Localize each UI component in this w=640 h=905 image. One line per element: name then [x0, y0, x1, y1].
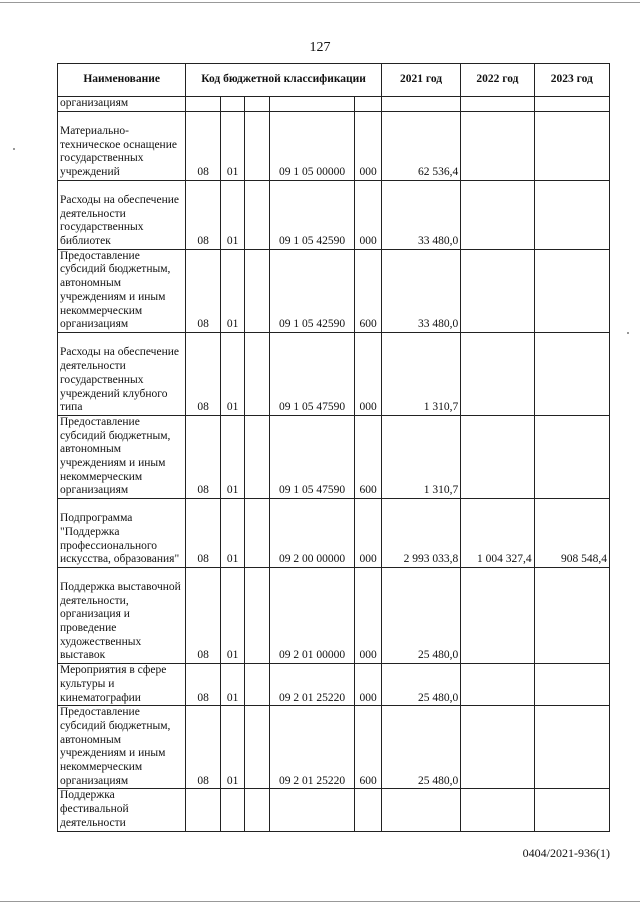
cell-name: Предоставление субсидий бюджетным, автономным учреждениям и иным некоммерческим организациям [58, 249, 186, 332]
cell-y2023 [534, 789, 609, 831]
cell-empty [245, 664, 269, 706]
cell-y2021: 62 536,4 [381, 111, 460, 180]
cell-c2: 01 [220, 706, 244, 789]
cell-c2: 01 [220, 180, 244, 249]
cell-c3: 09 2 01 25220 [269, 664, 355, 706]
cell-y2021 [381, 789, 460, 831]
cell-c2: 01 [220, 568, 244, 664]
cell-c2 [220, 97, 244, 112]
cell-y2022 [461, 332, 534, 415]
cell-c4: 000 [355, 664, 382, 706]
cell-y2022: 1 004 327,4 [461, 499, 534, 568]
cell-c3: 09 1 05 42590 [269, 180, 355, 249]
cell-y2021: 25 480,0 [381, 568, 460, 664]
cell-y2022 [461, 97, 534, 112]
cell-empty [245, 332, 269, 415]
budget-table [57, 63, 610, 832]
cell-empty [245, 499, 269, 568]
cell-name: Расходы на обеспечение деятельности государственных библиотек [58, 180, 186, 249]
cell-y2021: 33 480,0 [381, 249, 460, 332]
cell-y2023 [534, 664, 609, 706]
table-row [58, 499, 610, 568]
cell-empty [245, 111, 269, 180]
cell-c3: 09 2 00 00000 [269, 499, 355, 568]
cell-empty [245, 97, 269, 112]
cell-c2 [220, 789, 244, 831]
scan-speck [627, 332, 629, 334]
cell-name: Поддержка фестивальной деятельности [58, 789, 186, 831]
cell-y2022 [461, 706, 534, 789]
cell-empty [245, 706, 269, 789]
table-row [58, 180, 610, 249]
cell-y2023 [534, 97, 609, 112]
cell-name: Предоставление субсидий бюджетным, автономным учреждениям и иным некоммерческим организациям [58, 415, 186, 498]
cell-c1: 08 [186, 249, 221, 332]
cell-y2023 [534, 568, 609, 664]
cell-c1: 08 [186, 499, 221, 568]
cell-y2021: 1 310,7 [381, 332, 460, 415]
header-code: Код бюджетной классификации [186, 64, 382, 97]
header-name: Наименование [58, 64, 186, 97]
cell-y2022 [461, 568, 534, 664]
cell-c2: 01 [220, 499, 244, 568]
cell-y2021: 1 310,7 [381, 415, 460, 498]
cell-c2: 01 [220, 249, 244, 332]
cell-y2023 [534, 180, 609, 249]
cell-c4: 600 [355, 249, 382, 332]
cell-empty [245, 568, 269, 664]
cell-c3: 09 2 01 25220 [269, 706, 355, 789]
table-row [58, 97, 610, 112]
cell-c3: 09 2 01 00000 [269, 568, 355, 664]
cell-c3: 09 1 05 42590 [269, 249, 355, 332]
scan-speck [13, 148, 15, 150]
cell-c2: 01 [220, 332, 244, 415]
header-2022: 2022 год [461, 64, 534, 97]
cell-name: организациям [58, 97, 186, 112]
cell-y2023: 908 548,4 [534, 499, 609, 568]
cell-c4: 600 [355, 706, 382, 789]
cell-name: Предоставление субсидий бюджетным, автономным учреждениям и иным некоммерческим организациям [58, 706, 186, 789]
cell-c4: 000 [355, 499, 382, 568]
cell-name: Подпрограмма "Поддержка профессионального искусства, образования" [58, 499, 186, 568]
cell-c1 [186, 97, 221, 112]
cell-c1: 08 [186, 568, 221, 664]
cell-c4 [355, 789, 382, 831]
cell-y2021: 2 993 033,8 [381, 499, 460, 568]
table-row [58, 789, 610, 831]
cell-c4: 000 [355, 568, 382, 664]
cell-c3: 09 1 05 47590 [269, 415, 355, 498]
cell-y2022 [461, 664, 534, 706]
table-row [58, 415, 610, 498]
table-row [58, 111, 610, 180]
cell-name: Поддержка выставочной деятельности, организация и проведение художественных выставок [58, 568, 186, 664]
cell-name: Мероприятия в сфере культуры и кинематографии [58, 664, 186, 706]
cell-empty [245, 789, 269, 831]
cell-c4: 600 [355, 415, 382, 498]
cell-c3: 09 1 05 47590 [269, 332, 355, 415]
cell-c2: 01 [220, 111, 244, 180]
cell-c3 [269, 97, 355, 112]
table-row [58, 664, 610, 706]
cell-y2023 [534, 111, 609, 180]
cell-y2022 [461, 249, 534, 332]
header-2023: 2023 год [534, 64, 609, 97]
cell-c1: 08 [186, 415, 221, 498]
cell-y2021 [381, 97, 460, 112]
cell-y2023 [534, 332, 609, 415]
table-row [58, 568, 610, 664]
cell-y2022 [461, 789, 534, 831]
cell-y2021: 25 480,0 [381, 706, 460, 789]
cell-y2021: 33 480,0 [381, 180, 460, 249]
cell-c2: 01 [220, 415, 244, 498]
scan-edge-top [0, 2, 640, 3]
cell-empty [245, 180, 269, 249]
table-row [58, 706, 610, 789]
table-row [58, 332, 610, 415]
cell-y2023 [534, 415, 609, 498]
cell-name: Расходы на обеспечение деятельности государственных учреждений клубного типа [58, 332, 186, 415]
table-header-row [58, 64, 610, 97]
cell-c1 [186, 789, 221, 831]
cell-y2021: 25 480,0 [381, 664, 460, 706]
cell-c3: 09 1 05 00000 [269, 111, 355, 180]
cell-empty [245, 249, 269, 332]
cell-c2: 01 [220, 664, 244, 706]
cell-y2022 [461, 415, 534, 498]
cell-c4 [355, 97, 382, 112]
cell-c1: 08 [186, 664, 221, 706]
cell-c4: 000 [355, 332, 382, 415]
cell-name: Материально-техническое оснащение государственных учреждений [58, 111, 186, 180]
cell-y2023 [534, 249, 609, 332]
document-code: 0404/2021-936(1) [522, 846, 610, 860]
cell-c1: 08 [186, 332, 221, 415]
cell-c3 [269, 789, 355, 831]
table-row [58, 249, 610, 332]
cell-c4: 000 [355, 111, 382, 180]
cell-c1: 08 [186, 111, 221, 180]
page-number: 127 [309, 40, 331, 55]
cell-y2022 [461, 111, 534, 180]
scan-edge-bottom [0, 901, 640, 902]
cell-c4: 000 [355, 180, 382, 249]
cell-y2023 [534, 706, 609, 789]
cell-y2022 [461, 180, 534, 249]
cell-c1: 08 [186, 706, 221, 789]
header-2021: 2021 год [381, 64, 460, 97]
cell-c1: 08 [186, 180, 221, 249]
cell-empty [245, 415, 269, 498]
